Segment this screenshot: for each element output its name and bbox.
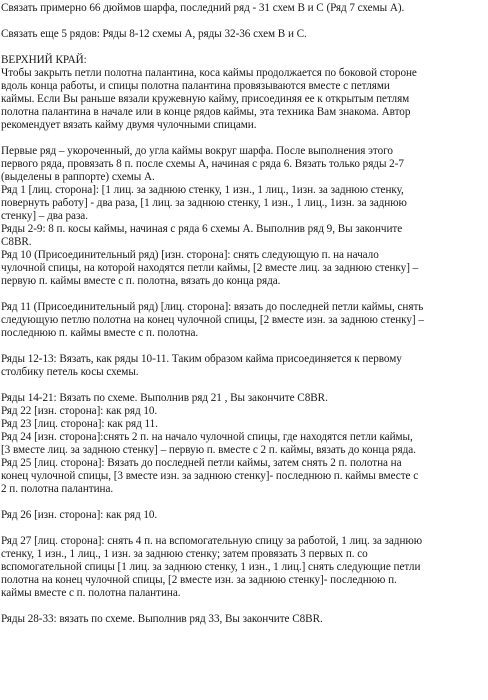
text-line: конец чулочной спицы, [3 вместе изн. за заднюю стенку]- последнюю п. каймы вместе с	[1, 470, 419, 482]
text-line: рекомендует вязать кайму двумя чулочными спицами.	[1, 119, 257, 131]
paragraph	[1, 28, 485, 41]
text-line: Ряд 24 [изн. сторона]:снять 2 п. на начало чулочной спицы, где находятся петли каймы,	[1, 431, 413, 443]
text-line: стенку] – два раза.	[1, 210, 88, 222]
text-line: (выделены в раппорте) схемы А.	[1, 171, 155, 183]
text-line: Ряд 27 [лиц. сторона]: снять 4 п. на вспомогательную спицу за работой, 1 лиц. за заднюю	[1, 535, 422, 547]
text-line: Ряды 14-21: Вязать по схеме. Выполнив ряд 21 , Вы закончите C8BR.	[1, 392, 328, 404]
text-line: [3 вместе лиц. за заднюю стенку] – первую п. вместе с 2 п. каймы, вязать до конца ряда.	[1, 444, 416, 456]
text-line: Чтобы закрыть петли полотна палантина, коса каймы продолжается по боковой стороне	[1, 67, 417, 79]
section-top-edge	[1, 54, 485, 132]
text-line: Ряд 10 (Присоединительный ряд) [изн. сторона]: снять следующую п. на начало	[1, 249, 379, 261]
text-line: C8BR.	[1, 236, 32, 248]
text-line: полотна на конец чулочной спицы, [2 вместе изн. за заднюю стенку]- последнюю п.	[1, 574, 397, 586]
text-line: Первые ряд – укороченный, до угла каймы вокруг шарфа. После выполнения этого	[1, 145, 393, 157]
text-line: Ряды 12-13: Вязать, как ряды 10-11. Таким образом кайма присоединяется к первому	[1, 353, 402, 365]
paragraph-gap	[1, 340, 485, 353]
paragraph	[1, 301, 485, 340]
text-line: следующую петлю полотна на конец чулочной спицы, [2 вместе изн. за заднюю стенку] –	[1, 314, 424, 326]
text-line: вспомогательной спицы [1 лиц. за заднюю стенку, 1 изн., 1 лиц.] снять следующие петли	[1, 561, 421, 573]
text-line: чулочной спицы, на которой находятся петли каймы, [2 вместе лиц. за заднюю стенку] –	[1, 262, 419, 274]
paragraph-gap	[1, 288, 485, 301]
text-line: повернуть работу] - два раза, [1 лиц. за заднюю стенку, 1 изн., 1 лиц., 1изн. за заднюю	[1, 197, 407, 209]
paragraph-gap	[1, 15, 485, 28]
paragraph-gap	[1, 379, 485, 392]
paragraph	[1, 2, 485, 15]
text-line: Ряд 23 [лиц. сторона]: как ряд 11.	[1, 418, 158, 430]
text-line: полотна палантина в начале или в конце рядов каймы, эта техника Вам знакома. Автор	[1, 106, 411, 118]
section-heading: ВЕРХНИЙ КРАЙ:	[1, 54, 87, 66]
text-line: Ряд 26 [изн. сторона]: как ряд 10.	[1, 509, 158, 521]
text-line: первую п. каймы вместе с п. полотна, вязать до конца ряда.	[1, 275, 281, 287]
paragraph	[1, 145, 485, 288]
text-line: первого ряда, провязать 8 п. после схемы А, начиная с ряда 6. Вязать только ряды 2-7	[1, 158, 404, 170]
paragraph	[1, 353, 485, 379]
text-line: Ряды 2-9: 8 п. косы каймы, начиная с ряда 6 схемы А. Выполнив ряд 9, Вы закончите	[1, 223, 403, 235]
paragraph-gap	[1, 132, 485, 145]
text-line: последнюю п. каймы вместе с п. полотна.	[1, 327, 199, 339]
paragraph	[1, 535, 485, 600]
text-line: Ряд 11 (Присоединительный ряд) [лиц. сторона]: вязать до последней петли каймы, снять	[1, 301, 424, 313]
paragraph-gap	[1, 600, 485, 613]
paragraph	[1, 392, 485, 496]
text-line: Ряд 25 [лиц. сторона]: Вязать до последней петли каймы, затем снять 2 п. полотна на	[1, 457, 402, 469]
paragraph	[1, 613, 485, 626]
text-line: Связать примерно 66 дюймов шарфа, последний ряд - 31 схем В и С (Ряд 7 схемы А).	[1, 2, 405, 14]
paragraph-gap	[1, 496, 485, 509]
document-page	[1, 2, 485, 626]
paragraph-gap	[1, 41, 485, 54]
text-line: стенку, 1 изн., 1 лиц., 1 изн. за заднюю стенку; затем провязать 3 первых п. со	[1, 548, 368, 560]
text-line: 2 п. полотна палантина.	[1, 483, 114, 495]
paragraph	[1, 509, 485, 522]
paragraph-gap	[1, 522, 485, 535]
text-line: каймы. Если Вы раньше вязали кружевную кайму, присоединяя ее к открытым петлям	[1, 93, 410, 105]
text-line: Связать еще 5 рядов: Ряды 8-12 схемы А, ряды 32-36 схем В и С.	[1, 28, 307, 40]
text-line: каймы вместе с п. полотна палантина.	[1, 587, 181, 599]
text-line: Ряд 22 [изн. сторона]: как ряд 10.	[1, 405, 158, 417]
text-line: Ряды 28-33: вязать по схеме. Выполнив ряд 33, Вы закончите C8BR.	[1, 613, 323, 625]
text-line: вдоль конца работы, и спицы полотна палантина провязываются вместе с петлями	[1, 80, 390, 92]
text-line: столбику петель косы схемы.	[1, 366, 139, 378]
text-line: Ряд 1 [лиц. сторона]: [1 лиц. за заднюю стенку, 1 изн., 1 лиц., 1изн. за заднюю стенку,	[1, 184, 404, 196]
